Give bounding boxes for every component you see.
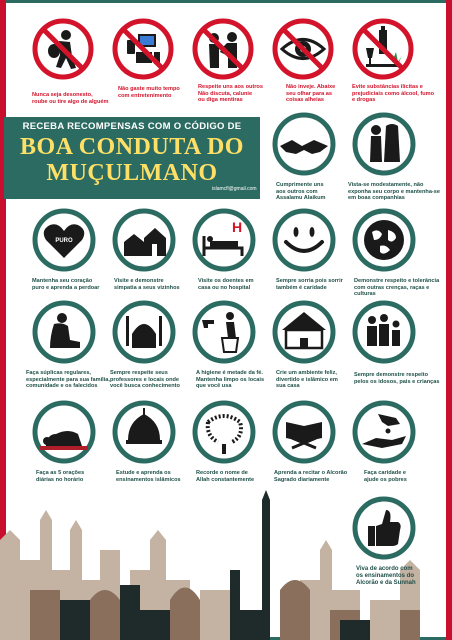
caption-forbidden-2: Não gaste muito tempo com entretenimento (118, 86, 180, 99)
caption-good-1: Cumprimente uns aos outros com Assalamu Alaikum (276, 182, 326, 202)
caption-good-16: Aprenda a recitar o Alcorão Sagrado diariamente (274, 470, 348, 483)
banner-title-line2: MUÇULMANO (46, 160, 218, 186)
caption-good-18: Viva de acordo com os ensinamentos do Alcorão e da Sunnah (356, 566, 416, 586)
home-icon (272, 300, 336, 364)
devices-icon (112, 18, 174, 80)
charity-icon (352, 400, 416, 464)
clean-icon (192, 300, 256, 364)
hospital-icon (192, 208, 256, 272)
smile-icon (272, 208, 336, 272)
caption-forbidden-4: Não inveje. Abaixe seu olhar para as coisas alheias (286, 84, 336, 104)
caption-good-4: Visite e demonstre simpatia a seus vizinhos (114, 278, 180, 291)
modest-dress-icon (352, 112, 416, 176)
heart-icon (32, 208, 96, 272)
beads-icon (192, 400, 256, 464)
caption-forbidden-3: Respeite uns aos outros Não discuta, calunie ou diga mentiras (198, 84, 263, 104)
caption-good-3: Mantenha seu coração puro e aprenda a perdoar (32, 278, 100, 291)
handshake-icon (272, 112, 336, 176)
sujood-icon (32, 400, 96, 464)
contact-email: islamcfl@gmail.com (212, 186, 257, 192)
caption-good-7: Demonstre respeito e tolerância com outras crenças, raças e culturas (354, 278, 440, 298)
thumbs-up-icon (352, 496, 416, 560)
dome-icon (112, 400, 176, 464)
substances-icon (352, 18, 414, 80)
prayer-icon (32, 300, 96, 364)
caption-good-10: A higiene é metade da fé. Mantenha limpo os locais que você usa (196, 370, 265, 390)
mosque-icon (112, 300, 176, 364)
fight-icon (192, 18, 254, 80)
caption-good-2: Vista-se modestamente, não exponha seu corpo e mantenha-se em boas companhias (348, 182, 441, 202)
caption-good-14: Estude e aprenda os ensinamentos islâmicos (116, 470, 181, 483)
caption-forbidden-1: Nunca seja desonesto, roube ou tire algo de alguém (32, 92, 109, 105)
caption-good-15: Recorde o nome de Allah constantemente (196, 470, 255, 483)
caption-good-5: Visite os doentes em casa ou no hospital (198, 278, 254, 291)
caption-good-8: Faça súplicas regulares, especialmente para sua família, comunidade e os falecidos (26, 370, 110, 390)
caption-good-6: Sempre sorria pois sorrir também é caridade (276, 278, 343, 291)
svg-text:H: H (232, 219, 243, 235)
banner-title-line1: BOA CONDUTA DO (20, 134, 244, 160)
caption-good-11: Crie um ambiente feliz, divertido e islâmico em sua casa (276, 370, 338, 390)
caption-good-12: Sempre demonstre respeito pelos os idosos, pais e crianças (354, 372, 440, 385)
banner-subtitle: RECEBA RECOMPENSAS COM O CÓDIGO DE (22, 121, 242, 132)
caption-good-17: Faça caridade e ajude os pobres (364, 470, 407, 483)
caption-forbidden-5: Evite substâncias ilícitas e prejudiciais como álcool, fumo e drogas (352, 84, 435, 104)
thief-icon (32, 18, 94, 80)
eye-icon (272, 18, 334, 80)
quran-icon (272, 400, 336, 464)
heart-label: PURO (55, 238, 73, 244)
globe-icon (352, 208, 416, 272)
neighbors-icon (112, 208, 176, 272)
elders-icon (352, 300, 416, 364)
caption-good-9: Sempre respeite seus professores e locais onde você busca conhecimento (110, 370, 180, 390)
caption-good-13: Faça as 5 orações diárias no horário (36, 470, 85, 483)
